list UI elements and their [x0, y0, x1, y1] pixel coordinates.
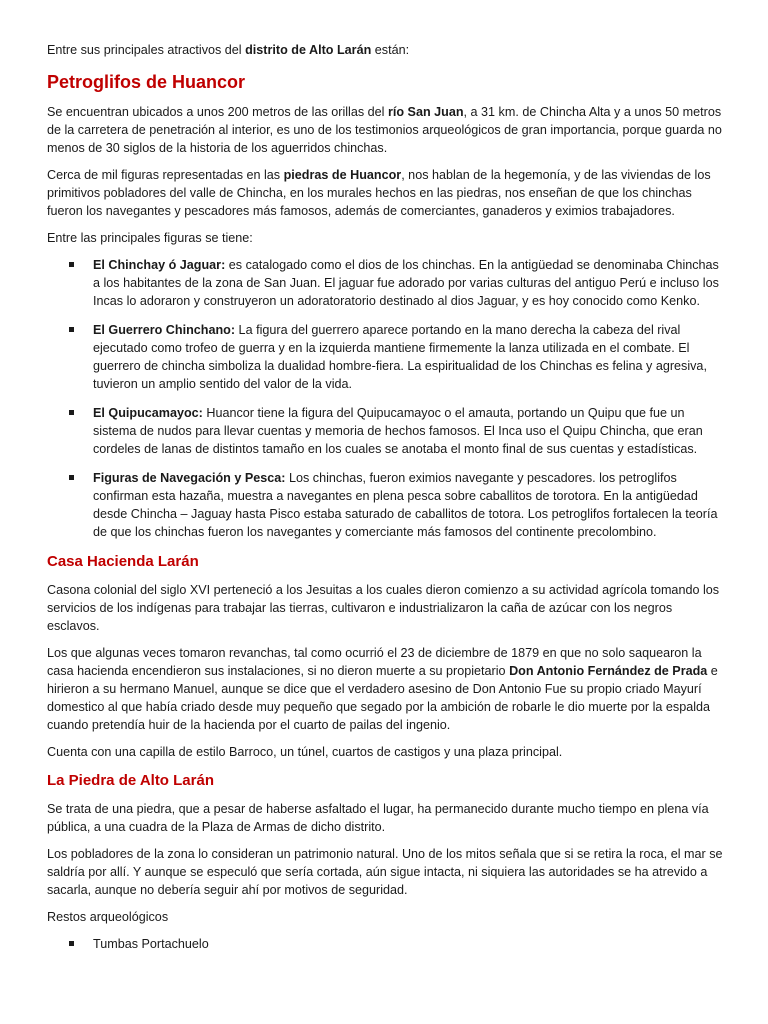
bold-text: piedras de Huancor — [283, 168, 402, 182]
list-item-text: Tumbas Portachuelo — [93, 937, 209, 951]
casa-paragraph-1: Casona colonial del siglo XVI perteneció a los Jesuitas a los cuales dieron comienzo a su actividad agrícola tomando los servicios de los indígenas para trabajar las tierras, cultivaron e industrializaron la caña de azúcar con los negros esclavos. — [47, 583, 720, 633]
list-item-title: El Quipucamayoc: — [93, 406, 203, 420]
text: Se encuentran ubicados a unos 200 metros de las orillas del — [47, 105, 388, 119]
piedra-paragraph-3: Restos arqueológicos — [47, 910, 169, 924]
text: , nos hablan de la hegemonía, y de las viviendas de los primitivos pobladores del valle de Chincha, en los murales hechos en las piedras, nos enseñan de que los chinchas fueron los navegantes y pescadores más famosos, además de comerciantes, ganaderos y eximios trabajadores. — [47, 168, 711, 218]
bullet-icon — [69, 410, 74, 415]
casa-paragraph-2 — [47, 644, 727, 734]
bullet-icon — [69, 475, 74, 480]
bullet-icon — [69, 262, 74, 267]
text: e hirieron a su hermano Manuel, aunque se dice que el verdadero asesino de Don Antonio Fue su propio criado Mayurí domestico al que había criado desde muy pequeño que segado por la ambición de robarle le dio muerte por la espalda cuando pretendía huir de la hacienda por el cuarto de pailas del ingenio. — [47, 664, 718, 732]
heading-petroglifos: Petroglifos de Huancor — [47, 72, 246, 92]
petroglifos-paragraph-2 — [47, 166, 727, 220]
list-item-text: es catalogado como el dios de los chinchas. En la antigüedad se denominaba Chinchas a los habitantes de la zona de San Juan. El jaguar fue adorado por varias culturas del antiguo Perú e incluso los Incas lo adoraron y construyeron un adoratoratorio destinado al dios Jaguar, y es hoy conocido como Kenko. — [93, 258, 719, 308]
intro-text: Entre sus principales atractivos del — [47, 43, 246, 57]
heading-piedra: La Piedra de Alto Larán — [47, 772, 214, 789]
bullet-icon — [69, 327, 74, 332]
list-item-text: Huancor tiene la figura del Quipucamayoc o el amauta, portando un Quipu que fue un sistema de nudos para llevar cuentas y memoria de hechos famosos. El Inca uso el Quipu Chincha, que eran cordeles de lanas de distintos tamaño en los cuales se anotaba el monto final de sus cuentas y estadísticas. — [93, 406, 703, 456]
bold-text: río San Juan — [387, 105, 464, 119]
text: Cerca de mil figuras representadas en las — [47, 168, 284, 182]
list-item-title: El Guerrero Chinchano: — [93, 323, 236, 337]
intro-bold: distrito de Alto Larán — [245, 43, 372, 57]
restos-list — [47, 935, 727, 953]
figures-list — [47, 256, 727, 541]
document-page — [47, 41, 727, 964]
text: , a 31 km. de Chincha Alta y a unos 50 metros de la carretera de penetración al interior, es uno de los testimonios arqueológicos de gran importancia, porque guarda no menos de 30 siglos de la historia de los aguerridos chinchas. — [47, 105, 722, 155]
list-item-text: La figura del guerrero aparece portando en la mano derecha la cabeza del rival ejecutado como trofeo de guerra y en la izquierda mantiene firmemente la lanza utilizada en el combate. El guerrero de chincha simboliza la dualidad hombre-fiera. La espiritualidad de los Chinchas es felina y agresiva, tuvieron un amplio sentido del valor de la vida. — [93, 323, 707, 391]
list-item — [47, 321, 727, 393]
petroglifos-paragraph-3: Entre las principales figuras se tiene: — [47, 231, 253, 245]
list-item — [47, 404, 727, 458]
list-item-title: El Chinchay ó Jaguar: — [93, 258, 226, 272]
list-item — [47, 935, 727, 953]
intro-text-end: están: — [371, 43, 410, 57]
text: Los que algunas veces tomaron revanchas, tal como ocurrió el 23 de diciembre de 1879 en que no solo saquearon la casa hacienda encendieron sus instalaciones, si no dieron muerte a su propietario — [47, 646, 702, 678]
petroglifos-paragraph-1 — [47, 103, 727, 157]
piedra-paragraph-2: Los pobladores de la zona lo consideran un patrimonio natural. Uno de los mitos señala que si se retira la roca, el mar se saldría por allí. Y aunque se especuló que sería cortada, aún sigue intacta, ni siquiera las autoridades se ha atrevido a sacarla, aunque no debería seguir ahí por motivos de seguridad. — [47, 847, 723, 897]
intro-paragraph — [47, 41, 727, 59]
bullet-icon — [69, 941, 74, 946]
heading-casa-hacienda: Casa Hacienda Larán — [47, 553, 199, 570]
bold-text: Don Antonio Fernández de Prada — [509, 664, 708, 678]
list-item-text: Los chinchas, fueron eximios navegante y pescadores. los petroglifos confirman esta hazaña, muestra a navegantes en plena pesca sobre caballitos de torotora. En la antigüedad desde Chincha – Jaguay hasta Pisco estaba saturado de caballitos de totora. Los petroglifos fortalecen la teoría de que los chinchas fueron los navegantes y comerciante más famosos del continente precolombino. — [93, 471, 718, 539]
casa-paragraph-3: Cuenta con una capilla de estilo Barroco, un túnel, cuartos de castigos y una plaza principal. — [47, 745, 563, 759]
list-item — [47, 256, 727, 310]
piedra-paragraph-1: Se trata de una piedra, que a pesar de haberse asfaltado el lugar, ha permanecido durante mucho tiempo en plena vía pública, a una cuadra de la Plaza de Armas de dicho distrito. — [47, 802, 709, 834]
list-item-title: Figuras de Navegación y Pesca: — [93, 471, 286, 485]
list-item — [47, 469, 727, 541]
